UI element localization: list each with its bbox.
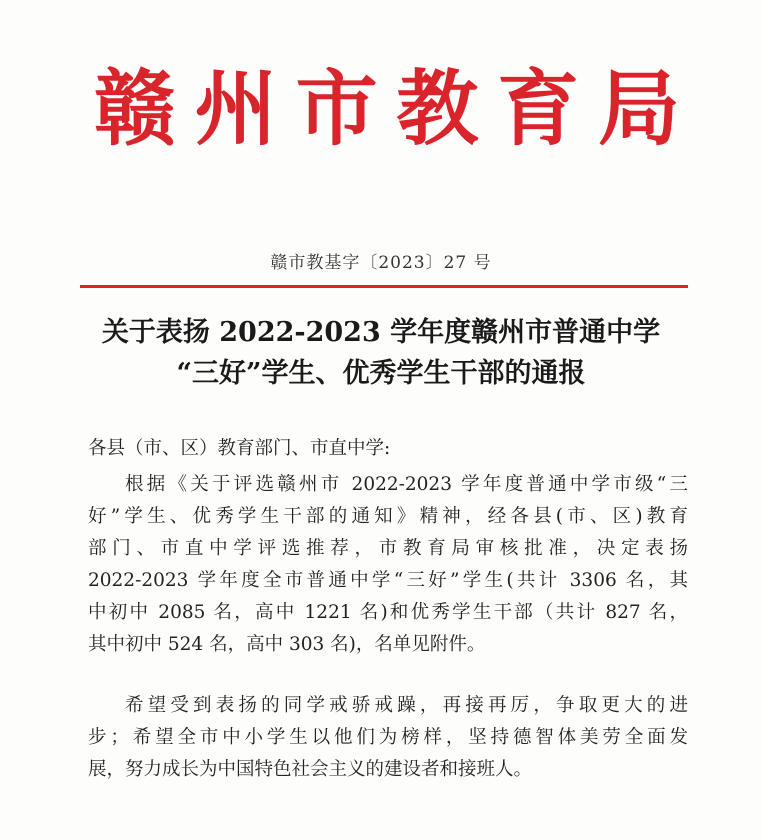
body-paragraph-1 bbox=[88, 469, 688, 661]
masthead-char: 育 bbox=[497, 61, 580, 157]
paragraph-line: 展，努力成长为中国特色社会主义的建设者和接班人。 bbox=[88, 759, 533, 780]
masthead-title bbox=[92, 54, 682, 164]
paragraph-line: 中初中 2085 名，高中 1221 名)和优秀学生干部（共计 827 名， bbox=[88, 602, 688, 623]
masthead-char: 局 bbox=[597, 61, 680, 157]
title-line-2: “三好”学生、优秀学生干部的通报 bbox=[176, 358, 586, 389]
paragraph-line: 步；希望全市中小学生以他们为榜样，坚持德智体美劳全面发 bbox=[88, 727, 688, 748]
masthead-char: 市 bbox=[295, 61, 378, 157]
paragraph-line: 2022-2023 学年度全市普通中学“三好”学生(共计 3306 名，其 bbox=[88, 570, 688, 591]
masthead-char: 赣 bbox=[93, 61, 176, 157]
body-paragraph-2 bbox=[88, 690, 688, 786]
red-divider bbox=[80, 285, 688, 288]
salutation: 各县（市、区）教育部门、市直中学: bbox=[88, 438, 391, 459]
document-title bbox=[40, 312, 722, 394]
paragraph-line: 根据《关于评选赣州市 2022-2023 学年度普通中学市级“三 bbox=[125, 474, 688, 495]
paragraph-line: 部门、市直中学评选推荐，市教育局审核批准，决定表扬 bbox=[88, 538, 688, 559]
masthead-char: 教 bbox=[396, 61, 479, 157]
paragraph-line: 好”学生、优秀学生干部的通知》精神，经各县(市、区)教育 bbox=[88, 506, 688, 527]
paragraph-line: 其中初中 524 名，高中 303 名)，名单见附件。 bbox=[88, 634, 486, 655]
masthead-char: 州 bbox=[194, 61, 277, 157]
paragraph-line: 希望受到表扬的同学戒骄戒躁，再接再厉，争取更大的进 bbox=[125, 695, 688, 716]
title-line-1: 关于表扬 2022-2023 学年度赣州市普通中学 bbox=[101, 317, 661, 348]
document-number: 赣市教基字〔2023〕27 号 bbox=[270, 253, 492, 273]
